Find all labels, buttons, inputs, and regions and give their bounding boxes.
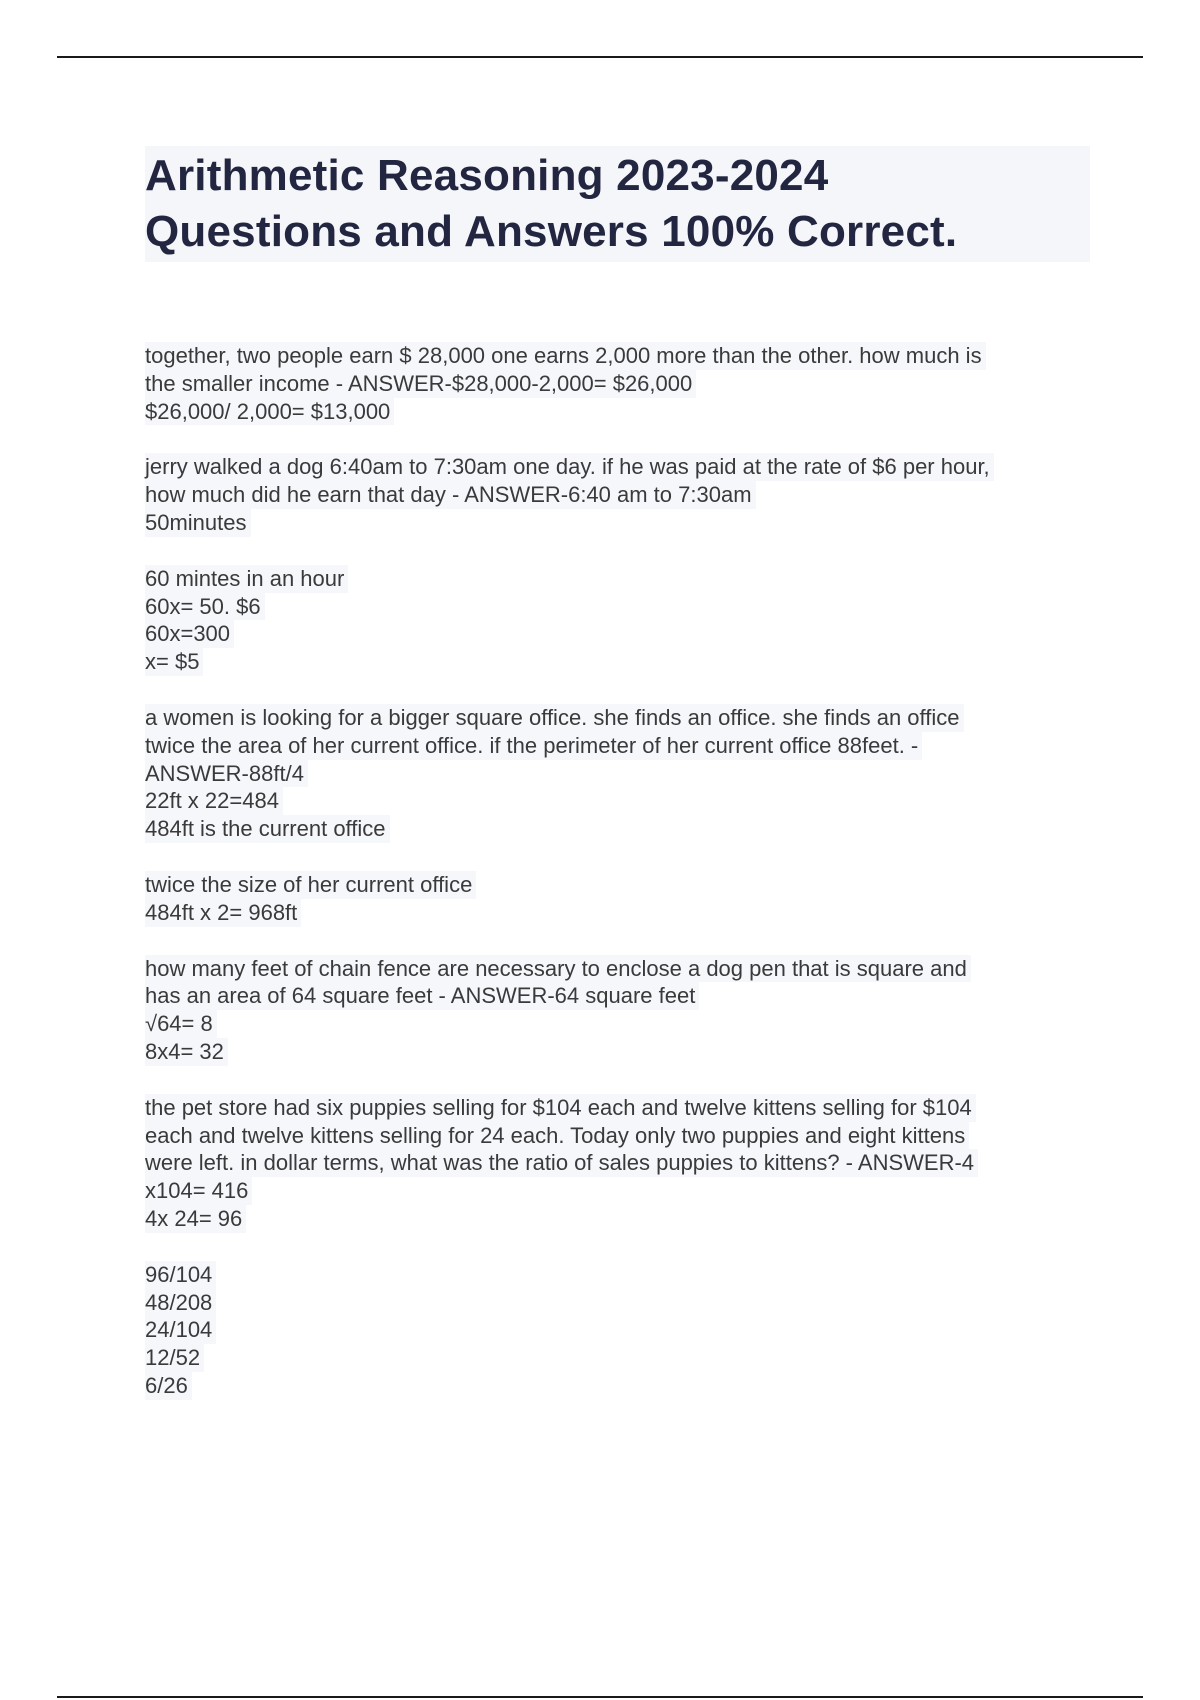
text-line: a women is looking for a bigger square office. she finds an office. she finds an office <box>145 704 964 732</box>
title-box <box>145 146 1090 262</box>
text-line: each and twelve kittens selling for 24 each. Today only two puppies and eight kittens <box>145 1122 969 1150</box>
text-line: has an area of 64 square feet - ANSWER-64 square feet <box>145 982 699 1010</box>
qa-block <box>145 565 1090 676</box>
text-line: x= $5 <box>145 648 203 676</box>
text-line: how many feet of chain fence are necessary to enclose a dog pen that is square and <box>145 955 971 983</box>
text-line: $26,000/ 2,000= $13,000 <box>145 398 394 426</box>
text-line: 484ft is the current office <box>145 815 390 843</box>
text-line: ANSWER-88ft/4 <box>145 760 308 788</box>
qa-block <box>145 871 1090 927</box>
document-body <box>145 146 1090 1428</box>
text-line: the pet store had six puppies selling for $104 each and twelve kittens selling for $104 <box>145 1094 976 1122</box>
text-line: 24/104 <box>145 1316 216 1344</box>
text-line: 22ft x 22=484 <box>145 787 283 815</box>
qa-block <box>145 955 1090 1066</box>
text-line: 48/208 <box>145 1289 216 1317</box>
text-line: were left. in dollar terms, what was the ratio of sales puppies to kittens? - ANSWER-4 <box>145 1149 978 1177</box>
text-line: jerry walked a dog 6:40am to 7:30am one day. if he was paid at the rate of $6 per hour, <box>145 453 994 481</box>
text-line: 50minutes <box>145 509 251 537</box>
text-line: twice the area of her current office. if the perimeter of her current office 88feet. - <box>145 732 922 760</box>
text-line: 60 mintes in an hour <box>145 565 348 593</box>
text-line: together, two people earn $ 28,000 one earns 2,000 more than the other. how much is <box>145 342 986 370</box>
text-line: 6/26 <box>145 1372 192 1400</box>
qa-block <box>145 342 1090 425</box>
text-line: how much did he earn that day - ANSWER-6:40 am to 7:30am <box>145 481 756 509</box>
text-line: x104= 416 <box>145 1177 252 1205</box>
text-line: the smaller income - ANSWER-$28,000-2,000= $26,000 <box>145 370 696 398</box>
qa-block <box>145 704 1090 843</box>
bottom-rule <box>57 1696 1143 1698</box>
text-line: 60x= 50. $6 <box>145 593 265 621</box>
text-line: 8x4= 32 <box>145 1038 228 1066</box>
title-line: Arithmetic Reasoning 2023-2024 <box>145 151 829 200</box>
top-rule <box>57 56 1143 58</box>
document-title <box>145 148 1090 260</box>
text-line: 484ft x 2= 968ft <box>145 899 301 927</box>
text-line: 96/104 <box>145 1261 216 1289</box>
text-line: 60x=300 <box>145 620 234 648</box>
text-line: √64= 8 <box>145 1010 217 1038</box>
text-line: 4x 24= 96 <box>145 1205 246 1233</box>
qa-block <box>145 1094 1090 1233</box>
qa-block <box>145 453 1090 536</box>
text-line: twice the size of her current office <box>145 871 476 899</box>
title-line: Questions and Answers 100% Correct. <box>145 207 958 256</box>
qa-block <box>145 1261 1090 1400</box>
qa-list <box>145 342 1090 1400</box>
text-line: 12/52 <box>145 1344 204 1372</box>
